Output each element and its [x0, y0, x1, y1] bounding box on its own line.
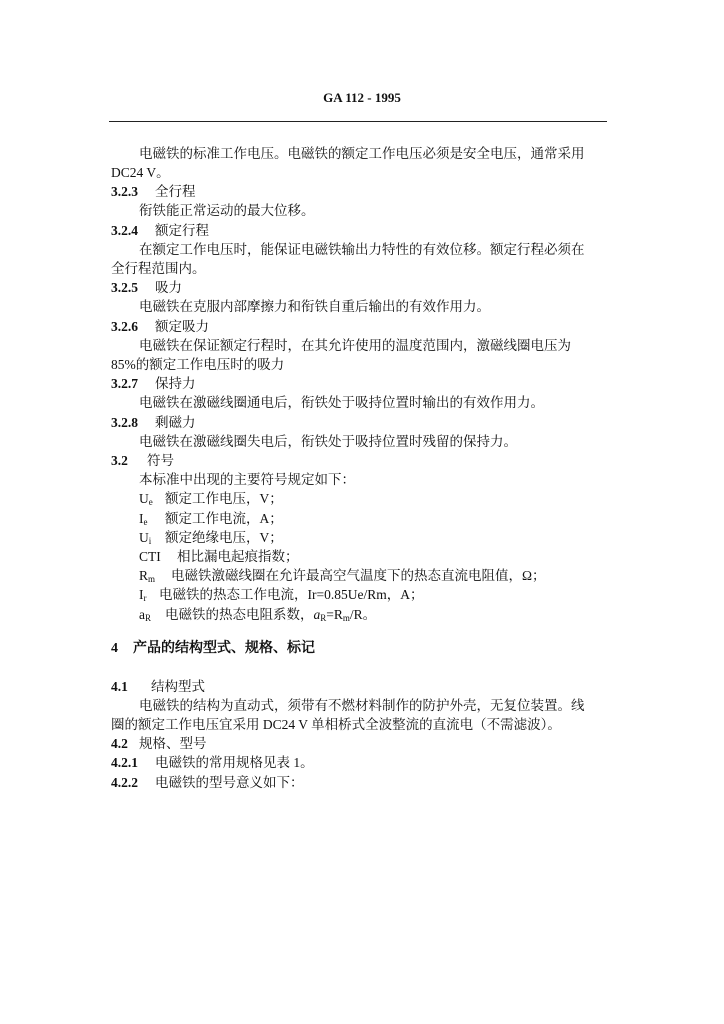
symbol: $a_R$	[139, 607, 152, 623]
clause-number: 4.1	[111, 679, 128, 694]
clause-number: 3.2	[111, 453, 128, 468]
symbol: $R_m$	[139, 568, 156, 584]
clause-number: 4.2.1	[111, 755, 138, 770]
clause-number: 3.2.3	[111, 184, 138, 199]
clause-text: 电磁铁的型号意义如下：	[155, 775, 304, 790]
clause-title: 额定行程	[155, 223, 209, 238]
section-number: 4	[111, 641, 118, 656]
document-header: GA 112 - 1995	[323, 90, 401, 105]
clause-heading	[111, 677, 205, 697]
symbol: $U_e$	[139, 491, 153, 507]
clause-title: 规格、型号	[139, 736, 207, 751]
clause-heading	[111, 221, 209, 241]
clause-number: 3.2.4	[111, 223, 138, 238]
clause-heading	[111, 182, 196, 202]
clause-title: 保持力	[155, 376, 196, 391]
paragraph-line: 全行程范围内。	[111, 261, 206, 276]
clause-heading	[111, 773, 304, 793]
paragraph-line: 电磁铁的结构为直动式，须带有不燃材料制作的防护外壳，无复位装置。线	[139, 698, 585, 713]
paragraph-line: 本标准中出现的主要符号规定如下：	[139, 472, 355, 487]
symbol-description: 电磁铁的热态工作电流，Ir=0.85Ue/Rm，A；	[159, 587, 424, 602]
clause-heading	[111, 753, 314, 773]
paragraph-line: 圈的额定工作电压宜采用 DC24 V 单相桥式全波整流的直流电（不需滤波）。	[111, 717, 561, 732]
paragraph-line: DC24 V。	[111, 165, 170, 180]
symbol-description: 额定工作电流，A；	[165, 511, 283, 526]
symbol: $I_r$	[139, 587, 147, 603]
paragraph-line: 衔铁能正常运动的最大位移。	[139, 203, 315, 218]
clause-title: 结构型式	[151, 679, 205, 694]
section-heading	[111, 639, 315, 659]
symbol-item	[139, 605, 376, 625]
clause-heading	[111, 413, 196, 433]
clause-heading	[111, 734, 207, 754]
symbol-description: 电磁铁的热态电阻系数，$a_R=R_m/R$。	[165, 607, 377, 623]
paragraph-line: 电磁铁在激磁线圈失电后，衔铁处于吸持位置时残留的保持力。	[139, 434, 517, 449]
symbol-description: 电磁铁激磁线圈在允许最高空气温度下的热态直流电阻值，Ω；	[171, 568, 546, 583]
clause-text: 电磁铁的常用规格见表 1。	[155, 755, 314, 770]
symbol-item	[139, 547, 299, 567]
paragraph-line: 电磁铁在激磁线圈通电后，衔铁处于吸持位置时输出的有效作用力。	[139, 395, 544, 410]
clause-number: 4.2.2	[111, 775, 138, 790]
clause-number: 3.2.5	[111, 280, 138, 295]
symbol-description: 额定工作电压，V；	[165, 491, 283, 506]
symbol: CTI	[139, 549, 161, 564]
symbol-description: 相比漏电起痕指数；	[177, 549, 299, 564]
symbol-item	[139, 489, 283, 509]
paragraph-line: 电磁铁的标准工作电压。电磁铁的额定工作电压必须是安全电压，通常采用	[139, 146, 585, 161]
symbol-item	[139, 509, 283, 529]
paragraph-line: 85%的额定工作电压时的吸力	[111, 357, 285, 372]
symbol-item	[139, 585, 423, 605]
clause-number: 3.2.6	[111, 319, 138, 334]
clause-heading	[111, 317, 209, 337]
paragraph-line: 在额定工作电压时，能保证电磁铁输出力特性的有效位移。额定行程必须在	[139, 242, 585, 257]
section-title: 产品的结构型式、规格、标记	[133, 641, 315, 656]
clause-title: 剩磁力	[155, 415, 196, 430]
clause-title: 符号	[147, 453, 174, 468]
symbol-item	[139, 528, 283, 548]
symbol-item	[139, 566, 546, 586]
paragraph-line: 电磁铁在保证额定行程时，在其允许使用的温度范围内，激磁线圈电压为	[139, 338, 571, 353]
clause-heading	[111, 278, 182, 298]
clause-title: 额定吸力	[155, 319, 209, 334]
symbol: $U_i$	[139, 530, 152, 546]
clause-number: 3.2.7	[111, 376, 138, 391]
clause-number: 4.2	[111, 736, 128, 751]
header-rule	[109, 121, 607, 122]
paragraph-line: 电磁铁在克服内部摩擦力和衔铁自重后输出的有效作用力。	[139, 299, 490, 314]
clause-title: 吸力	[155, 280, 182, 295]
clause-heading	[111, 451, 174, 471]
symbol-description: 额定绝缘电压，V；	[165, 530, 283, 545]
clause-heading	[111, 374, 196, 394]
clause-title: 全行程	[155, 184, 196, 199]
symbol: $I_e$	[139, 511, 148, 527]
clause-number: 3.2.8	[111, 415, 138, 430]
